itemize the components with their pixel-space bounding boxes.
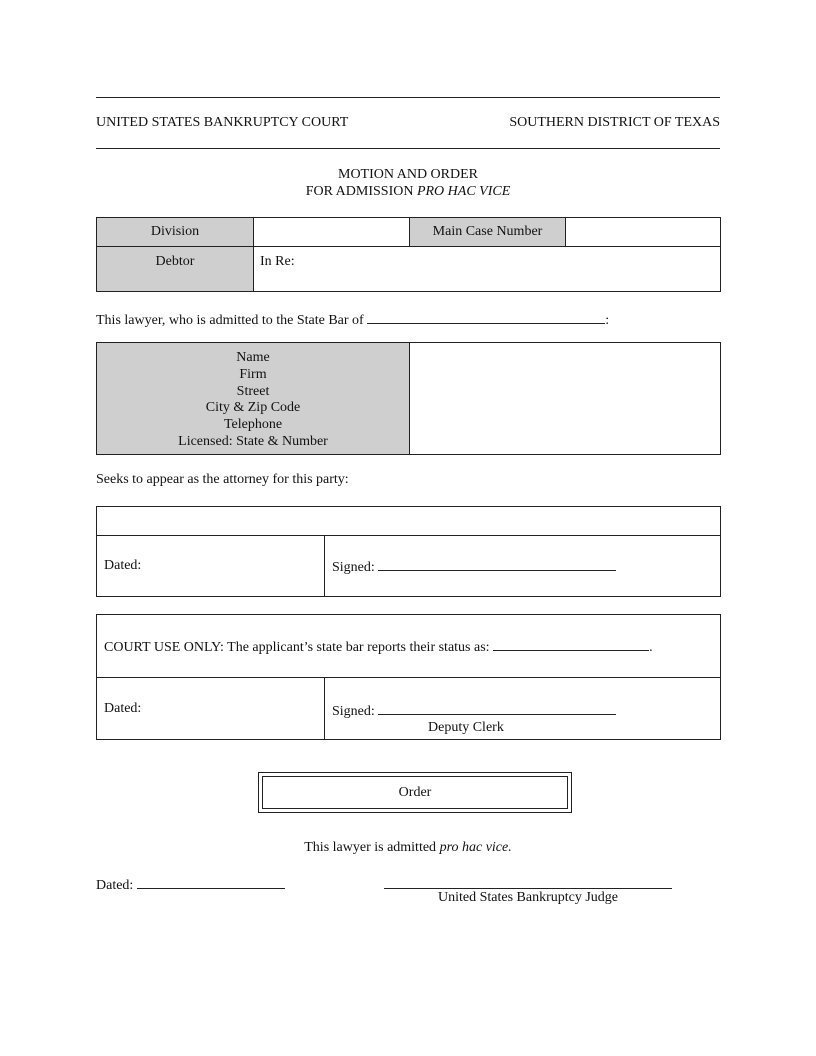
main-case-label: Main Case Number [432, 224, 543, 239]
telephone-label: Telephone [223, 417, 283, 433]
judge-title: United States Bankruptcy Judge [437, 890, 619, 905]
court-use-signed-cell [325, 678, 721, 740]
case-info-table [96, 217, 721, 292]
state-bar-line: This lawyer, who is admitted to the State Bar of : [96, 309, 609, 329]
court-use-table [96, 614, 721, 740]
court-use-signed-label: Signed: [332, 704, 375, 719]
order-date-blank[interactable] [137, 874, 285, 889]
party-dated-cell[interactable] [97, 536, 325, 597]
party-table [96, 506, 721, 597]
clerk-signature-line[interactable] [378, 700, 616, 715]
debtor-label: Debtor [155, 254, 195, 269]
form-title [96, 166, 720, 200]
lawyer-info-table [96, 342, 721, 455]
order-heading-box [258, 772, 572, 813]
order-heading: Order [398, 784, 432, 800]
title-line-2: FOR ADMISSION PRO HAC VICE [305, 184, 511, 199]
lawyer-info-labels [97, 343, 410, 455]
header-top-rule [96, 97, 720, 98]
street-label: Street [236, 383, 270, 399]
state-bar-text: This lawyer, who is admitted to the State Bar of [96, 313, 364, 328]
party-dated-label: Dated: [104, 558, 142, 573]
division-label-cell [97, 218, 254, 247]
party-signed-cell [325, 536, 721, 597]
deputy-clerk-label: Deputy Clerk [428, 720, 504, 735]
party-signed-label: Signed: [332, 560, 375, 575]
court-name: UNITED STATES BANKRUPTCY COURT [96, 115, 349, 130]
division-field[interactable] [254, 218, 410, 247]
order-heading-inner [262, 776, 568, 809]
name-label: Name [236, 350, 270, 365]
debtor-label-cell [97, 247, 254, 292]
order-dated-line [96, 874, 285, 894]
main-case-field[interactable] [566, 218, 721, 247]
party-signature-line[interactable] [378, 556, 616, 571]
licensed-label: Licensed: State & Number [178, 433, 328, 449]
firm-label: Firm [239, 366, 267, 382]
party-instruction: Seeks to appear as the attorney for this party: [96, 472, 349, 487]
judge-signature-line[interactable] [384, 888, 672, 889]
admitted-statement: This lawyer is admitted pro hac vice. [304, 840, 512, 855]
district-name: SOUTHERN DISTRICT OF TEXAS [509, 115, 720, 130]
lawyer-info-field[interactable] [410, 343, 721, 455]
court-use-status-cell: COURT USE ONLY: The applicant’s state bar reports their status as: . [97, 615, 721, 678]
court-use-text: COURT USE ONLY: The applicant’s state bar reports their status as: [104, 640, 490, 655]
party-field[interactable] [97, 507, 721, 536]
main-case-label-cell [410, 218, 566, 247]
court-use-status-blank[interactable] [493, 636, 649, 651]
court-use-dated-cell[interactable] [97, 678, 325, 740]
header-bottom-rule [96, 148, 720, 149]
city-zip-label: City & Zip Code [205, 400, 301, 416]
debtor-value: In Re: [260, 254, 295, 269]
division-label: Division [150, 224, 200, 239]
title-line-1: MOTION AND ORDER [338, 167, 478, 182]
order-dated-label: Dated: [96, 878, 134, 893]
court-use-dated-label: Dated: [104, 700, 142, 716]
state-bar-blank[interactable] [367, 309, 605, 324]
debtor-field[interactable] [254, 247, 721, 292]
